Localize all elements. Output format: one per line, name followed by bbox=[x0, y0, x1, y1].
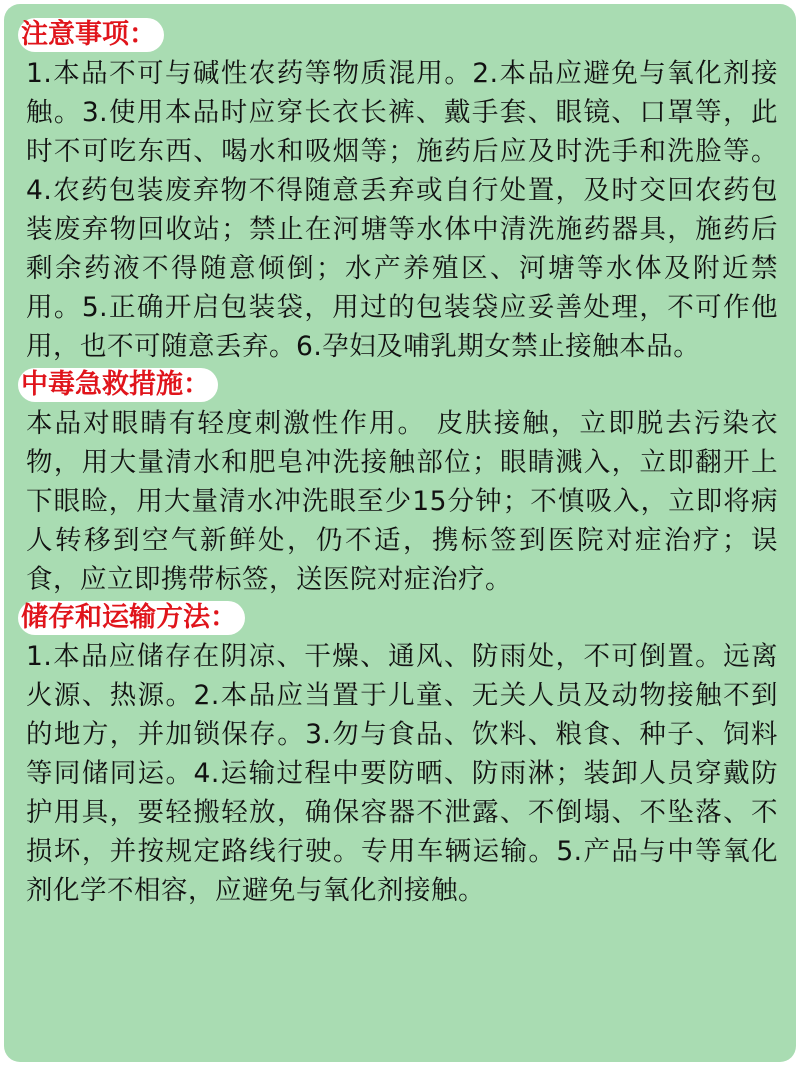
section-precautions bbox=[21, 18, 778, 366]
section-heading-storage-transport: 储存和运输方法： bbox=[18, 601, 245, 635]
section-body-precautions: 1.本品不可与碱性农药等物质混用。2.本品应避免与氧化剂接触。3.使用本品时应穿长衣长裤、戴手套、眼镜、口罩等，此时不可吃东西、喝水和吸烟等；施药后应及时洗手和洗脸等。4.农药包装废弃物不得随意丢弃或自行处置，及时交回农药包装废弃物回收站；禁止在河塘等水体中清洗施药器具，施药后剩余药液不得随意倾倒；水产养殖区、河塘等水体及附近禁用。5.正确开启包装袋，用过的包装袋应妥善处理，不可作他用，也不可随意丢弃。6.孕妇及哺乳期女禁止接触本品。 bbox=[26, 58, 778, 362]
section-heading-first-aid: 中毒急救措施： bbox=[18, 368, 218, 402]
section-storage-transport bbox=[21, 601, 778, 910]
section-first-aid bbox=[21, 368, 778, 599]
section-heading-precautions: 注意事项： bbox=[18, 18, 164, 52]
label-card bbox=[4, 4, 796, 1062]
section-body-first-aid: 本品对眼睛有轻度刺激性作用。 皮肤接触，立即脱去污染衣物，用大量清水和肥皂冲洗接触部位；眼睛溅入，立即翻开上下眼睑，用大量清水冲洗眼至少15分钟；不慎吸入，立即将病人转移到空气新鲜处，仍不适，携标签到医院对症治疗；误食，应立即携带标签，送医院对症治疗。 bbox=[26, 408, 778, 595]
section-body-storage-transport: 1.本品应储存在阴凉、干燥、通风、防雨处，不可倒置。远离火源、热源。2.本品应当置于儿童、无关人员及动物接触不到的地方，并加锁保存。3.勿与食品、饮料、粮食、种子、饲料等同储同运。4.运输过程中要防晒、防雨淋；装卸人员穿戴防护用具，要轻搬轻放，确保容器不泄露、不倒塌、不坠落、不损坏，并按规定路线行驶。专用车辆运输。5.产品与中等氧化剂化学不相容，应避免与氧化剂接触。 bbox=[26, 641, 778, 906]
